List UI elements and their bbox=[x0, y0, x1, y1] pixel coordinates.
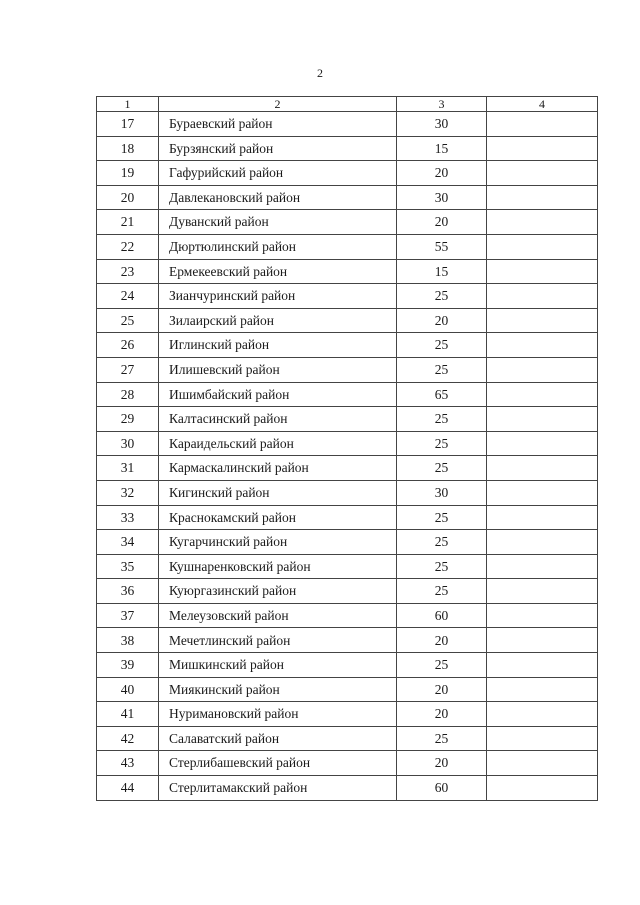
district-name-cell: Кугарчинский район bbox=[159, 530, 397, 555]
district-name-cell: Кигинский район bbox=[159, 480, 397, 505]
table-row bbox=[97, 480, 598, 505]
district-table bbox=[96, 96, 598, 801]
district-name-cell: Бурзянский район bbox=[159, 136, 397, 161]
note-cell bbox=[487, 554, 598, 579]
page-number: 2 bbox=[317, 66, 323, 80]
quantity-cell: 20 bbox=[397, 210, 487, 235]
note-cell bbox=[487, 308, 598, 333]
table-row bbox=[97, 505, 598, 530]
note-cell bbox=[487, 284, 598, 309]
quantity-cell: 25 bbox=[397, 407, 487, 432]
district-name-cell: Салаватский район bbox=[159, 726, 397, 751]
table-row bbox=[97, 677, 598, 702]
note-cell bbox=[487, 136, 598, 161]
note-cell bbox=[487, 259, 598, 284]
quantity-cell: 20 bbox=[397, 308, 487, 333]
note-cell bbox=[487, 480, 598, 505]
note-cell bbox=[487, 407, 598, 432]
row-number-cell: 37 bbox=[97, 603, 159, 628]
note-cell bbox=[487, 776, 598, 801]
row-number-cell: 20 bbox=[97, 185, 159, 210]
district-name-cell: Калтасинский район bbox=[159, 407, 397, 432]
quantity-cell: 25 bbox=[397, 505, 487, 530]
district-name-cell: Нуримановский район bbox=[159, 702, 397, 727]
district-name-cell: Ишимбайский район bbox=[159, 382, 397, 407]
row-number-cell: 22 bbox=[97, 234, 159, 259]
district-name-cell: Караидельский район bbox=[159, 431, 397, 456]
table-row bbox=[97, 431, 598, 456]
note-cell bbox=[487, 628, 598, 653]
quantity-cell: 25 bbox=[397, 456, 487, 481]
quantity-cell: 20 bbox=[397, 702, 487, 727]
row-number-cell: 36 bbox=[97, 579, 159, 604]
table-row bbox=[97, 702, 598, 727]
table-row bbox=[97, 112, 598, 137]
quantity-cell: 25 bbox=[397, 653, 487, 678]
table-row bbox=[97, 407, 598, 432]
row-number-cell: 30 bbox=[97, 431, 159, 456]
row-number-cell: 40 bbox=[97, 677, 159, 702]
quantity-cell: 20 bbox=[397, 751, 487, 776]
note-cell bbox=[487, 653, 598, 678]
table-row bbox=[97, 308, 598, 333]
row-number-cell: 41 bbox=[97, 702, 159, 727]
quantity-cell: 20 bbox=[397, 161, 487, 186]
quantity-cell: 25 bbox=[397, 579, 487, 604]
row-number-cell: 39 bbox=[97, 653, 159, 678]
quantity-cell: 30 bbox=[397, 480, 487, 505]
table-row bbox=[97, 259, 598, 284]
note-cell bbox=[487, 603, 598, 628]
note-cell bbox=[487, 112, 598, 137]
quantity-cell: 60 bbox=[397, 603, 487, 628]
row-number-cell: 24 bbox=[97, 284, 159, 309]
district-name-cell: Ермекеевский район bbox=[159, 259, 397, 284]
district-name-cell: Краснокамский район bbox=[159, 505, 397, 530]
table-row bbox=[97, 234, 598, 259]
district-name-cell: Мишкинский район bbox=[159, 653, 397, 678]
quantity-cell: 55 bbox=[397, 234, 487, 259]
row-number-cell: 44 bbox=[97, 776, 159, 801]
row-number-cell: 42 bbox=[97, 726, 159, 751]
row-number-cell: 21 bbox=[97, 210, 159, 235]
note-cell bbox=[487, 431, 598, 456]
table-row bbox=[97, 579, 598, 604]
quantity-cell: 25 bbox=[397, 333, 487, 358]
note-cell bbox=[487, 702, 598, 727]
district-name-cell: Куюргазинский район bbox=[159, 579, 397, 604]
note-cell bbox=[487, 505, 598, 530]
note-cell bbox=[487, 726, 598, 751]
table-row bbox=[97, 751, 598, 776]
note-cell bbox=[487, 382, 598, 407]
table-row bbox=[97, 776, 598, 801]
quantity-cell: 20 bbox=[397, 628, 487, 653]
quantity-cell: 25 bbox=[397, 554, 487, 579]
row-number-cell: 38 bbox=[97, 628, 159, 653]
quantity-cell: 25 bbox=[397, 284, 487, 309]
row-number-cell: 17 bbox=[97, 112, 159, 137]
row-number-cell: 23 bbox=[97, 259, 159, 284]
district-name-cell: Кушнаренковский район bbox=[159, 554, 397, 579]
column-header-1: 1 bbox=[97, 97, 159, 112]
table-row bbox=[97, 726, 598, 751]
note-cell bbox=[487, 161, 598, 186]
note-cell bbox=[487, 530, 598, 555]
district-name-cell: Дуванский район bbox=[159, 210, 397, 235]
table-header-row bbox=[97, 97, 598, 112]
table-row bbox=[97, 284, 598, 309]
district-name-cell: Миякинский район bbox=[159, 677, 397, 702]
district-name-cell: Стерлитамакский район bbox=[159, 776, 397, 801]
quantity-cell: 30 bbox=[397, 112, 487, 137]
table-row bbox=[97, 161, 598, 186]
row-number-cell: 27 bbox=[97, 357, 159, 382]
column-header-4: 4 bbox=[487, 97, 598, 112]
table-row bbox=[97, 456, 598, 481]
district-name-cell: Дюртюлинский район bbox=[159, 234, 397, 259]
row-number-cell: 32 bbox=[97, 480, 159, 505]
note-cell bbox=[487, 333, 598, 358]
district-name-cell: Зианчуринский район bbox=[159, 284, 397, 309]
quantity-cell: 25 bbox=[397, 357, 487, 382]
note-cell bbox=[487, 357, 598, 382]
note-cell bbox=[487, 210, 598, 235]
table-row bbox=[97, 333, 598, 358]
district-name-cell: Иглинский район bbox=[159, 333, 397, 358]
note-cell bbox=[487, 751, 598, 776]
table-row bbox=[97, 530, 598, 555]
note-cell bbox=[487, 456, 598, 481]
column-header-3: 3 bbox=[397, 97, 487, 112]
note-cell bbox=[487, 677, 598, 702]
table-row bbox=[97, 136, 598, 161]
note-cell bbox=[487, 185, 598, 210]
note-cell bbox=[487, 234, 598, 259]
quantity-cell: 65 bbox=[397, 382, 487, 407]
row-number-cell: 25 bbox=[97, 308, 159, 333]
quantity-cell: 15 bbox=[397, 259, 487, 284]
table-row bbox=[97, 554, 598, 579]
district-name-cell: Бураевский район bbox=[159, 112, 397, 137]
quantity-cell: 25 bbox=[397, 530, 487, 555]
row-number-cell: 35 bbox=[97, 554, 159, 579]
district-name-cell: Зилаирский район bbox=[159, 308, 397, 333]
table-row bbox=[97, 653, 598, 678]
district-name-cell: Мелеузовский район bbox=[159, 603, 397, 628]
row-number-cell: 31 bbox=[97, 456, 159, 481]
quantity-cell: 25 bbox=[397, 726, 487, 751]
table-row bbox=[97, 628, 598, 653]
row-number-cell: 28 bbox=[97, 382, 159, 407]
row-number-cell: 18 bbox=[97, 136, 159, 161]
row-number-cell: 34 bbox=[97, 530, 159, 555]
district-name-cell: Давлекановский район bbox=[159, 185, 397, 210]
table-row bbox=[97, 210, 598, 235]
row-number-cell: 29 bbox=[97, 407, 159, 432]
table-row bbox=[97, 382, 598, 407]
table-body bbox=[97, 97, 598, 801]
column-header-2: 2 bbox=[159, 97, 397, 112]
row-number-cell: 19 bbox=[97, 161, 159, 186]
table-row bbox=[97, 185, 598, 210]
district-name-cell: Мечетлинский район bbox=[159, 628, 397, 653]
table-row bbox=[97, 603, 598, 628]
quantity-cell: 60 bbox=[397, 776, 487, 801]
table-row bbox=[97, 357, 598, 382]
district-name-cell: Стерлибашевский район bbox=[159, 751, 397, 776]
district-name-cell: Гафурийский район bbox=[159, 161, 397, 186]
district-name-cell: Кармаскалинский район bbox=[159, 456, 397, 481]
quantity-cell: 20 bbox=[397, 677, 487, 702]
quantity-cell: 30 bbox=[397, 185, 487, 210]
row-number-cell: 26 bbox=[97, 333, 159, 358]
quantity-cell: 15 bbox=[397, 136, 487, 161]
note-cell bbox=[487, 579, 598, 604]
quantity-cell: 25 bbox=[397, 431, 487, 456]
district-name-cell: Илишевский район bbox=[159, 357, 397, 382]
row-number-cell: 33 bbox=[97, 505, 159, 530]
row-number-cell: 43 bbox=[97, 751, 159, 776]
